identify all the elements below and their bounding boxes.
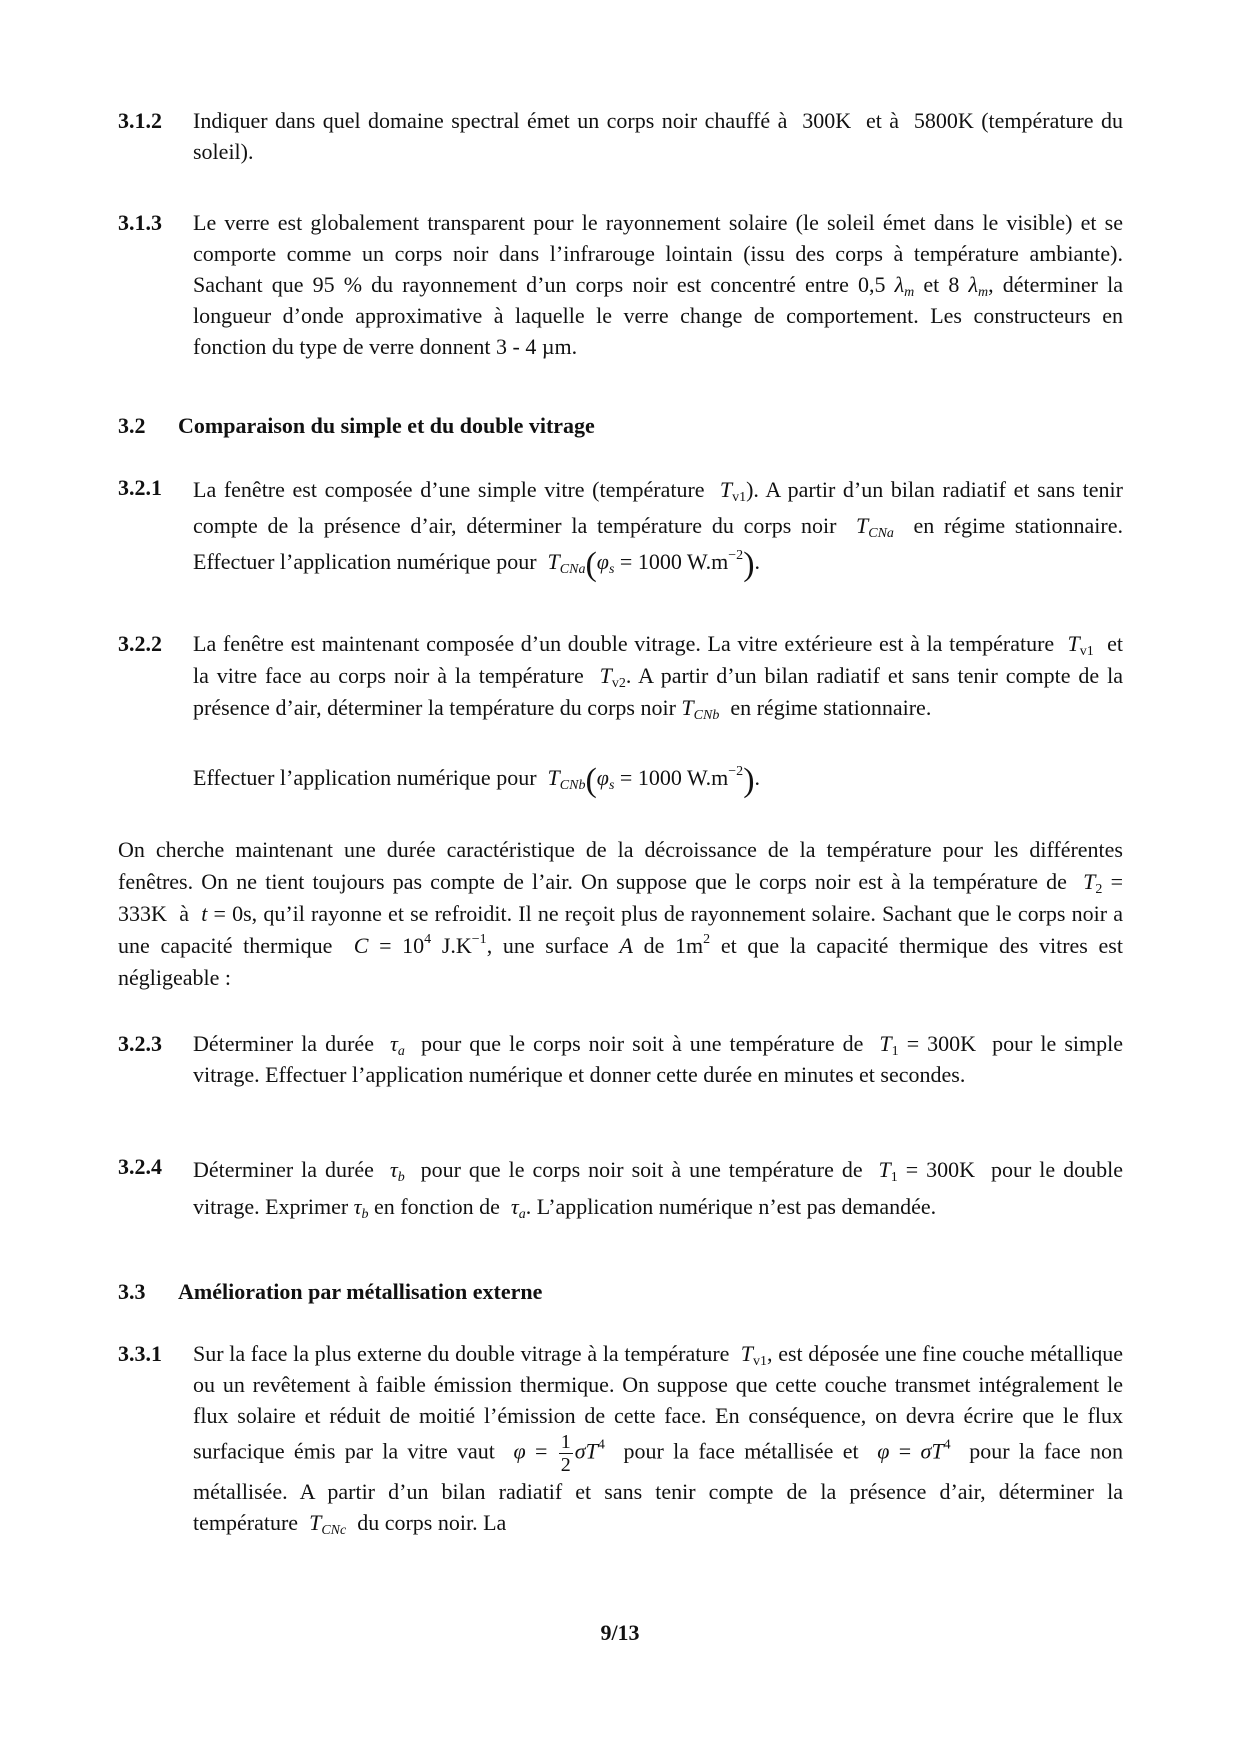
- section-number: 3.2: [118, 413, 146, 438]
- item-text-3-2-1: La fenêtre est composée d’une simple vitre (température $T_{v1}$). A partir d’un bilan radiatif et sans tenir compte de la présence d’air, déterminer la température du corps noir $T_{CNa}$ en régime stationnaire. Effectuer l’application numérique pour $T_{CNa}(\varphi_s = 1000$ $W.m^{-2}$).: [193, 477, 1123, 583]
- item-number: 3.3.1: [118, 1341, 162, 1366]
- section-title: Comparaison du simple et du double vitrage: [178, 413, 595, 438]
- item-number: 3.2.4: [118, 1154, 162, 1179]
- item-number: 3.1.2: [118, 108, 162, 133]
- item-text-3-1-3: Le verre est globalement transparent pour le rayonnement solaire (le soleil émet dans le visible) et se comporte comme un corps noir dans l’infrarouge lointain (issu des corps à température ambiante). Sachant que 95 % du rayonnement d’un corps noir est concentré entre 0,5 $\lambda_m$ et 8 $\lambda_m$, déterminer la longueur d’onde approximative à laquelle le verre change de comportement. Les constructeurs en fonction du type de verre donnent 3 - 4 µm.: [193, 210, 1123, 359]
- item-text-3-2-3: Déterminer la durée $\tau_a$ pour que le corps noir soit à une température de $T_1 = 300K$ pour le simple vitrage. Effectuer l’application numérique et donner cette durée en minutes et secondes.: [193, 1031, 1123, 1087]
- section-heading-3-2: [118, 410, 595, 441]
- item-number: 3.1.3: [118, 210, 162, 235]
- item-text-3-2-4: Déterminer la durée $\tau_b$ pour que le corps noir soit à une température de $T_1 = 300K$ pour le double vitrage. Exprimer $\tau_b$ en fonction de $\tau_a$. L’application numérique n’est pas demandée.: [193, 1157, 1124, 1222]
- item-number: 3.2.1: [118, 475, 162, 500]
- section-heading-3-3: [118, 1276, 542, 1307]
- body-paragraph: On cherche maintenant une durée caractéristique de la décroissance de la température pour les différentes fenêtres. On ne tient toujours pas compte de l’air. On suppose que le corps noir est à la température de $T_2 = 333K$ à t = 0s, qu’il rayonne et se refroidit. Il ne reçoit plus de rayonnement solaire. Sachant que le corps noir a une capacité thermique $C = 10^4$ $J.K^{-1}$, une surface A de $1m^2$ et que la capacité thermique des vitres est négligeable :: [118, 837, 1123, 990]
- page-number: 9/13: [600, 1620, 640, 1645]
- item-number: 3.2.2: [118, 631, 162, 656]
- section-number: 3.3: [118, 1279, 146, 1304]
- item-text-3-3-1: Sur la face la plus externe du double vitrage à la température $T_{v1}$, est déposée une fine couche métallique ou un revêtement à faible émission thermique. On suppose que cette couche transmet intégralement le flux solaire et réduit de moitié l’émission de cette face. En conséquence, on devra écrire que le flux surfacique émis par la vitre vaut φ = $\frac{1}{2}$ $\sigma T^4$ pour la face métallisée et $\varphi = \sigma T^4$ pour la face non métallisée. A partir d’un bilan radiatif et sans tenir compte de la présence d’air, déterminer la température $T_{CNc}$ du corps noir. La: [193, 1341, 1123, 1538]
- item-text-3-2-2-numeric: Effectuer l’application numérique pour $T_{CNb}(\varphi_s = 1000$ $W.m^{-2}$).: [193, 762, 761, 799]
- item-text-3-2-2: La fenêtre est maintenant composée d’un double vitrage. La vitre extérieure est à la température $T_{v1}$ et la vitre face au corps noir à la température $T_{v2}$. A partir d’un bilan radiatif et sans tenir compte de la présence d’air, déterminer la température du corps noir $T_{CNb}$ en régime stationnaire.: [193, 631, 1123, 723]
- item-number: 3.2.3: [118, 1031, 162, 1056]
- item-text-3-1-2: Indiquer dans quel domaine spectral émet un corps noir chauffé à 300K et à 5800K (température du soleil).: [193, 108, 1123, 164]
- section-title: Amélioration par métallisation externe: [178, 1279, 543, 1304]
